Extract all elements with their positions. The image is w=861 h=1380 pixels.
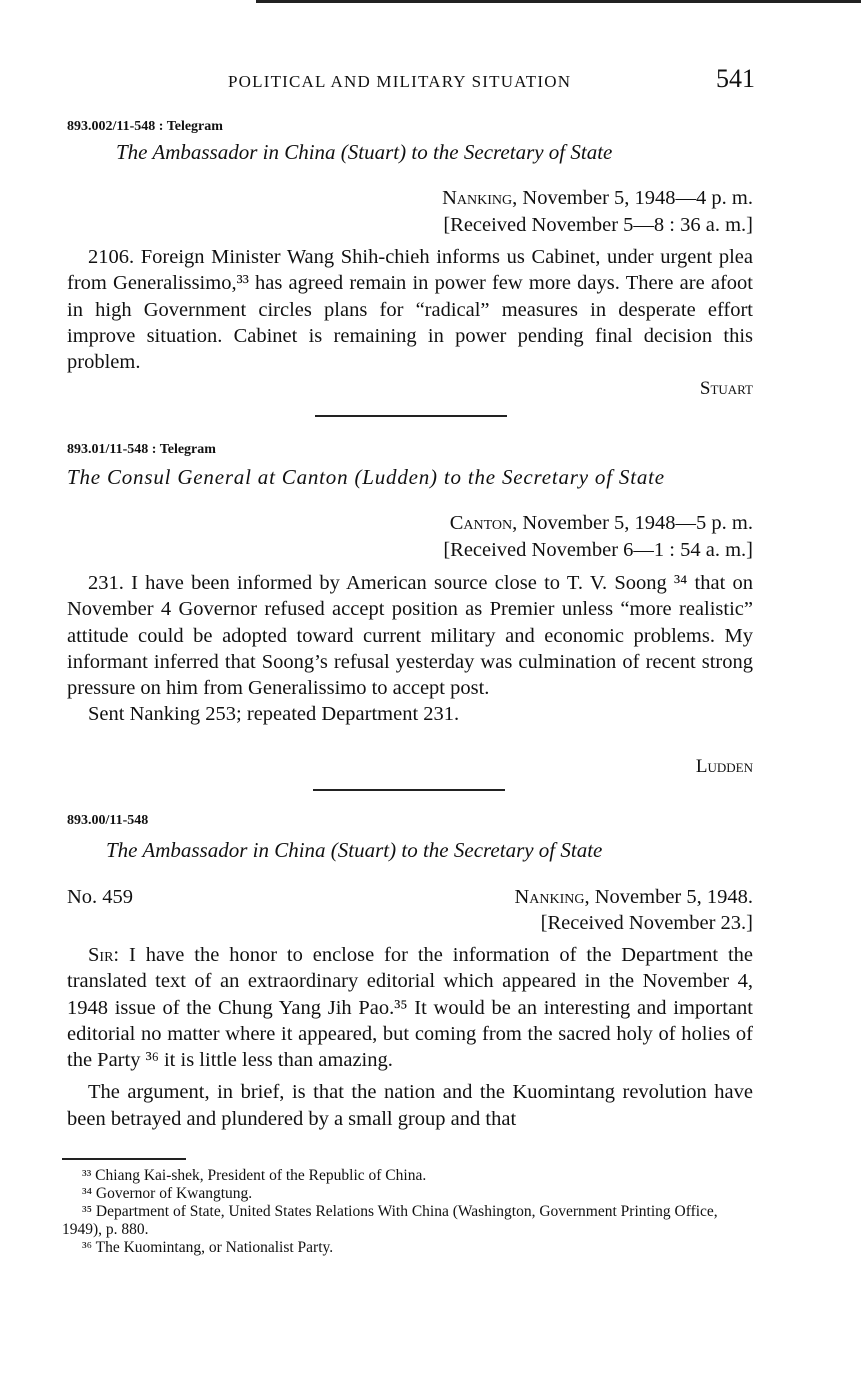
doc2-place: Canton,	[449, 512, 518, 534]
doc1-signature: Stuart	[699, 378, 753, 399]
doc1-dateline	[442, 187, 753, 210]
doc2-signature: Ludden	[695, 756, 753, 777]
top-border-line	[256, 0, 861, 3]
doc3-dateline	[514, 886, 753, 909]
footnote-rule	[62, 1158, 186, 1160]
doc1-received: [Received November 5—8 : 36 a. m.]	[443, 214, 753, 236]
doc3-salutation: Sir:	[88, 944, 120, 966]
running-title: POLITICAL AND MILITARY SITUATION	[228, 72, 572, 91]
doc3-number: No. 459	[67, 886, 134, 908]
doc3-paragraph-text: I have the honor to enclose for the information of the Department the translated text of an extraordinary editorial which appeared in the November 4, 1948 issue of the Chung Yang Jih Pao.³⁵ It would be an interesting and important editorial no matter where it appeared, but coming from the sacred holy of holies of the Party ³⁶ it is little less than amazing.	[67, 944, 753, 1072]
doc2-file-ref: 893.01/11-548 : Telegram	[67, 442, 216, 457]
doc1-place: Nanking,	[442, 187, 518, 209]
doc2-dateline	[450, 512, 753, 535]
doc1-body	[67, 244, 753, 375]
doc2-date: November 5, 1948—5 p. m.	[517, 512, 753, 534]
footnote: ³⁶ The Kuomintang, or Nationalist Party.	[82, 1239, 334, 1256]
doc1-title: The Ambassador in China (Stuart) to the Secretary of State	[116, 140, 613, 164]
footnote: ³⁵ Department of State, United States Relations With China (Washington, Government Printing Office, 1949), p. 880.	[62, 1203, 718, 1238]
doc2-body	[67, 570, 753, 728]
section-divider	[315, 415, 507, 417]
doc2-title: The Consul General at Canton (Ludden) to the Secretary of State	[67, 465, 665, 489]
doc2-paragraph: Sent Nanking 253; repeated Department 231.	[88, 703, 460, 726]
doc2-paragraph: 231. I have been informed by American source close to T. V. Soong ³⁴ that on November 4 Governor refused accept position as Premier unless “more realistic” attitude could be adopted toward current military and economic problems. My informant inferred that Soong’s refusal yesterday was culmination of recent strong pressure on him from Generalissimo to accept post.	[67, 572, 753, 700]
doc1-paragraph: 2106. Foreign Minister Wang Shih-chieh informs us Cabinet, under urgent plea from Generalissimo,³³ has agreed remain in power few more days. There are afoot in high Government circles plans for “radical” measures in desperate effort improve situation. Cabinet is remaining in power pending final decision this problem.	[67, 246, 753, 374]
doc3-paragraph	[67, 942, 753, 1073]
doc3-file-ref: 893.00/11-548	[67, 813, 149, 828]
doc3-body	[67, 942, 753, 1132]
section-divider	[313, 789, 505, 791]
doc1-date: November 5, 1948—4 p. m.	[517, 187, 753, 209]
footnote: ³³ Chiang Kai-shek, President of the Republic of China.	[82, 1167, 427, 1184]
doc1-file-ref: 893.002/11-548 : Telegram	[67, 119, 223, 134]
doc2-received: [Received November 6—1 : 54 a. m.]	[443, 539, 753, 561]
doc3-title: The Ambassador in China (Stuart) to the Secretary of State	[106, 838, 603, 862]
footnote: ³⁴ Governor of Kwangtung.	[82, 1185, 253, 1202]
page-number: 541	[716, 64, 755, 93]
doc3-place: Nanking,	[514, 886, 590, 908]
footnotes	[62, 1167, 752, 1257]
doc3-received: [Received November 23.]	[540, 912, 753, 934]
doc3-paragraph: The argument, in brief, is that the nation and the Kuomintang revolution have been betrayed and plundered by a small group and that	[67, 1081, 753, 1130]
doc3-date: November 5, 1948.	[589, 886, 753, 908]
